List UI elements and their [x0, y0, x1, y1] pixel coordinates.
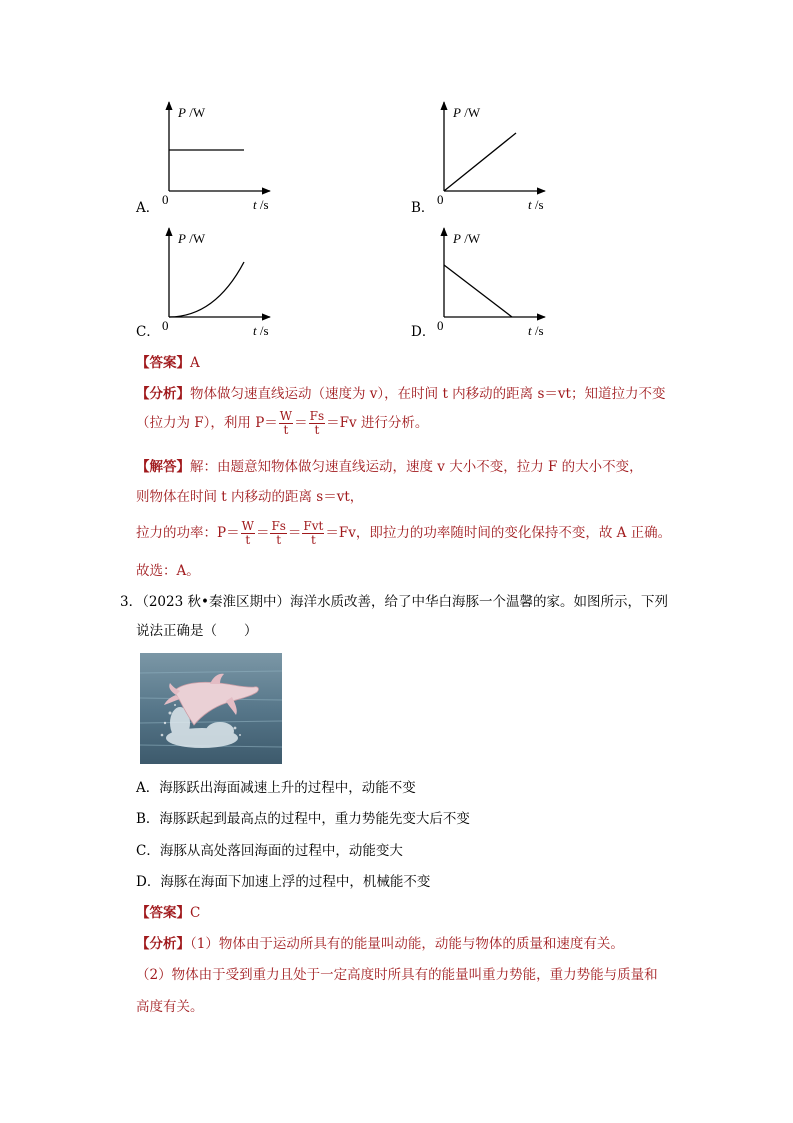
x-axis-label: t /s [528, 197, 544, 212]
q3-analysis-2-line2: 高度有关。 [136, 999, 204, 1015]
x-axis-label: t /s [253, 323, 269, 338]
q3-option-a: A．海豚跃出海面减速上升的过程中，动能不变 [136, 780, 416, 796]
q3-answer [136, 904, 200, 922]
y-axis-label: P /W [453, 231, 481, 246]
fraction-w-over-t: $\frac{W}{t}$ [279, 409, 293, 437]
option-letter: D． [411, 324, 436, 340]
fraction-fs-over-t: $\frac{Fs}{t}$ [271, 519, 286, 547]
option-letter: C． [136, 324, 160, 340]
q3-stem-line1 [120, 593, 668, 611]
q3-option-b: B．海豚跃起到最高点的过程中，重力势能先变大后不变 [136, 811, 470, 827]
dolphin-illustration [140, 653, 282, 764]
q2-solution-line1 [136, 458, 643, 476]
q3-option-c: C．海豚从高处落回海面的过程中，动能变大 [136, 843, 403, 859]
q2-choose: 故选：A。 [136, 563, 200, 579]
answer-tag: 【答案】 [136, 355, 190, 371]
q2-solution-line3: 拉力的功率：P＝ $\frac{W}{t}$ ＝ $\frac{Fs}{t}$ ＝ $\frac{\text{Fvt}}{t}$ ＝Fv，即拉力的功率随时间的变化保持不变，故 A 正确。 [136, 519, 672, 547]
q3-stem-line2: 说法正确是（ ） [136, 623, 258, 639]
option-letter: B． [411, 200, 435, 216]
fraction-fs-over-t: $\frac{Fs}{t}$ [309, 409, 325, 437]
origin-label: 0 [162, 318, 169, 333]
fraction-fvt-over-t: $\frac{\text{Fvt}}{t}$ [303, 519, 324, 547]
answer-value: C [190, 905, 201, 921]
analysis-text: （拉力为 F），利用 P＝ [136, 415, 278, 431]
q3-analysis-1 [136, 935, 624, 953]
y-axis-label: P /W [178, 231, 206, 246]
y-axis-label: P /W [453, 105, 481, 120]
q2-solution-line2: 则物体在时间 t 内移动的距离 s＝vt， [136, 489, 364, 505]
graph-option-c [136, 222, 290, 347]
power-line-increasing [444, 133, 516, 191]
q2-analysis-line1 [136, 385, 665, 403]
origin-label: 0 [437, 192, 444, 207]
graph-option-d [411, 222, 565, 347]
question-stem: （2023 秋•秦淮区期中）海洋水质改善，给了中华白海豚一个温馨的家。如图所示，下列 [142, 594, 668, 610]
q2-analysis-line2: （拉力为 F），利用 P＝ $\frac{W}{t}$ ＝ $\frac{Fs}{t}$ ＝Fv 进行分析。 [136, 409, 429, 437]
solution-text: 拉力的功率：P＝ [136, 525, 240, 541]
dolphin-photo [140, 653, 282, 764]
question-number: 3． [120, 594, 143, 610]
analysis-text: 物体做匀速直线运动（速度为 v），在时间 t 内移动的距离 s＝vt；知道拉力不变 [190, 386, 666, 402]
x-axis-label: t /s [528, 323, 544, 338]
analysis-tag: 【分析】 [136, 386, 190, 402]
graph-option-a [136, 96, 290, 221]
q3-option-d: D．海豚在海面下加速上浮的过程中，机械能不变 [136, 874, 431, 890]
origin-label: 0 [437, 318, 444, 333]
q3-analysis-2-line1: （2）物体由于受到重力且处于一定高度时所具有的能量叫重力势能，重力势能与质量和 [136, 967, 658, 983]
analysis-text: （1）物体由于运动所具有的能量叫动能，动能与物体的质量和速度有关。 [190, 936, 624, 952]
graph-option-b [411, 96, 565, 221]
fraction-w-over-t: $\frac{W}{t}$ [241, 519, 254, 547]
solution-text: 解：由题意知物体做匀速直线运动，速度 v 大小不变，拉力 F 的大小不变， [190, 459, 643, 475]
solution-tag: 【解答】 [136, 459, 190, 475]
x-axis-label: t /s [253, 197, 269, 212]
q2-answer [136, 354, 200, 372]
y-axis-label: P /W [178, 105, 206, 120]
answer-tag: 【答案】 [136, 905, 190, 921]
power-line-decreasing [444, 265, 512, 317]
origin-label: 0 [162, 192, 169, 207]
option-letter: A． [136, 200, 160, 216]
power-curve-increasing [169, 262, 244, 317]
answer-value: A [190, 355, 200, 371]
analysis-tag: 【分析】 [136, 936, 190, 952]
